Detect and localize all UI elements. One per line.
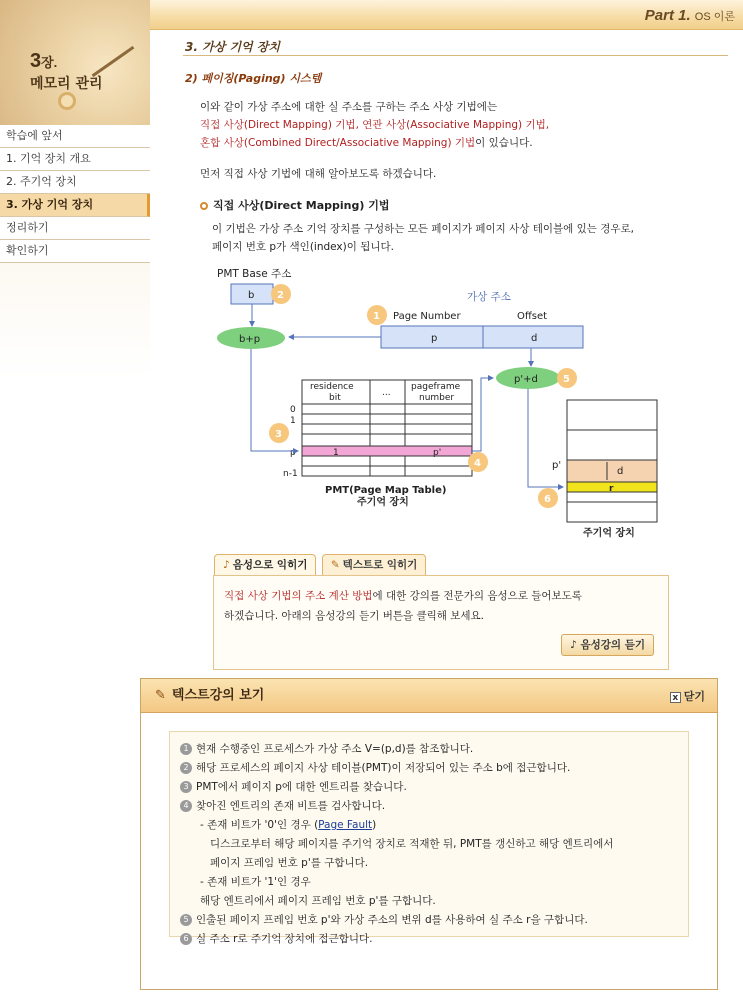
part-label [645,7,735,24]
step-5: 5 인출된 페이지 프레임 번호 p'와 가상 주소의 변위 d를 사용하여 실 주소 r을 구합니다. [180,911,678,930]
cell-residence-1: 1 [333,448,339,458]
col-bit: bit [329,393,341,403]
audio-panel-highlight: 직접 사상 기법의 주소 계산 방법 [224,590,373,602]
microphone-icon: ♪ [223,559,230,571]
row-0: 0 [290,405,296,415]
col-number: number [419,393,455,403]
row-1: 1 [290,416,296,426]
part-subtitle: OS 이론 [694,11,735,23]
chapter-banner [0,0,150,125]
step-2: 2 해당 프로세스의 페이지 사상 테이블(PMT)이 저장되어 있는 주소 b에 접근합니다. [180,759,678,778]
popup-body [169,731,689,945]
part-number: Part 1. [644,7,691,24]
row-n-1: n-1 [283,469,298,479]
top-header-bar [150,0,743,30]
tab-audio[interactable]: ♪ 음성으로 익히기 [214,554,316,576]
memory-caption: 주기억 장치 [583,528,635,539]
sidebar-nav [0,125,150,263]
pmt-caption-1: PMT(Page Map Table) [325,485,447,496]
learning-tabs [214,554,428,576]
step-4b-line-2: 해당 엔트리에서 페이지 프레임 번호 p'를 구합니다. [200,895,436,907]
step-2-label: 2 [277,290,284,301]
popup-title: 텍스트강의 보기 [171,688,265,703]
cell-p-prime: p' [433,448,442,458]
chapter-number: 3장. [30,50,58,72]
step-4b: - 존재 비트가 '1'인 경우 [200,876,311,888]
b-label: b [248,290,255,301]
sidebar [0,0,150,380]
p-label: p [431,333,438,344]
close-icon: x [670,692,681,703]
step-number-icon: 6 [180,933,192,945]
arrow-pmt-to-pd [472,378,493,451]
audio-panel-text: 직접 사상 기법의 주소 계산 방법에 대한 강의를 전문가의 음성으로 들어보도록 하겠습니다. 아래의 음성강의 듣기 버튼을 클릭해 보세요. [224,590,582,622]
microphone-icon: ♪ [570,639,581,651]
page-fault-link[interactable]: Page Fault [318,819,373,831]
step-5-label: 5 [563,374,570,385]
step-4a-line-3: 페이지 프레임 번호 p'를 구합니다. [210,857,369,869]
sidebar-item-main-memory[interactable]: 2. 주기억 장치 [0,171,150,194]
step-4: 4 찾아진 엔트리의 존재 비트를 검사합니다. [180,797,678,816]
intro-paragraph [200,98,720,152]
pmt-caption-2: 주기억 장치 [357,497,409,508]
d-label: d [531,333,538,344]
pmt-row-p [302,446,472,456]
direct-mapping-description [212,220,712,256]
subsection-title: 2) 페이징(Paging) 시스템 [185,72,322,85]
close-button[interactable]: x 닫기 [670,688,705,704]
step-number-icon: 2 [180,762,192,774]
mem-page-frame [567,460,657,482]
col-pageframe: pageframe [411,382,461,392]
audio-panel-line-2: 하겠습니다. 아래의 음성강의 듣기 버튼을 클릭해 보세요. [224,610,484,622]
sidebar-item-memory-overview[interactable]: 1. 기억 장치 개요 [0,148,150,171]
pmt-base-label: PMT Base 주소 [217,268,292,280]
target-icon [58,92,76,110]
bullet-title: 직접 사상(Direct Mapping) 기법 [200,197,389,213]
offset-label: Offset [517,311,548,322]
popup-header [141,679,717,713]
col-residence: residence [310,382,354,392]
intro-line-2: 직접 사상(Direct Mapping) 기법, 연관 사상(Associative Mapping) 기법, [200,119,550,131]
bullet-circle-icon [200,202,208,210]
step-4-label: 4 [474,458,481,469]
virtual-address-label: 가상 주소 [467,291,511,303]
sidebar-item-intro[interactable]: 학습에 앞서 [0,125,150,148]
p-prime-plus-d-label: p'+d [514,374,538,385]
tab-text[interactable]: ✎ 텍스트로 익히기 [322,554,426,576]
step-number-icon: 5 [180,914,192,926]
desc-line-2: 페이지 번호 p가 색인(index)이 됩니다. [212,241,394,253]
section-divider [183,55,728,56]
audio-tab-panel [213,575,669,670]
direct-mapping-lead: 먼저 직접 사상 기법에 대해 알아보도록 하겠습니다. [200,168,437,180]
mem-d: d [617,466,624,477]
step-number-icon: 4 [180,800,192,812]
step-3: 3 PMT에서 페이지 p에 대한 엔트리를 찾습니다. [180,778,678,797]
pencil-icon: ✎ [330,559,340,571]
section-title: 3. 가상 기억 장치 [185,40,280,54]
step-1: 1 현재 수행중인 프로세스가 가상 주소 V=(p,d)를 참조합니다. [180,740,678,759]
sidebar-item-virtual-memory[interactable]: 3. 가상 기억 장치 [0,194,150,217]
row-p: p [290,448,296,458]
sidebar-item-quiz[interactable]: 확인하기 [0,240,150,263]
step-number-icon: 3 [180,781,192,793]
direct-mapping-diagram [205,262,675,542]
col-dots: ... [382,388,391,398]
step-number-icon: 1 [180,743,192,755]
desc-line-1: 이 기법은 가상 주소 기억 장치를 구성하는 모든 페이지가 페이지 사상 테이블에 있는 경우로, [212,223,635,235]
step-3-label: 3 [275,429,282,440]
chapter-title: 메모리 관리 [30,76,103,92]
arrow-pd-to-memory [528,389,563,487]
intro-line-3: 혼합 사상(Combined Direct/Associative Mapping) 기법이 있습니다. [200,137,533,149]
step-6: 6 실 주소 r로 주기억 장치에 접근합니다. [180,930,678,949]
text-lecture-popup [140,678,718,990]
intro-line-1: 이와 같이 가상 주소에 대한 실 주소를 구하는 주소 사상 기법에는 [200,101,498,113]
b-plus-p-label: b+p [239,334,261,345]
mem-r: r [609,484,614,494]
step-4a-line-2: 디스크로부터 해당 페이지를 주기억 장치로 적재한 뒤, PMT를 갱신하고 해당 엔트리에서 [210,838,614,850]
step-1-label: 1 [373,311,380,322]
step-4a: - 존재 비트가 '0'인 경우 (Page Fault) [200,819,377,831]
mem-p-prime: p' [552,460,562,471]
sidebar-item-summary[interactable]: 정리하기 [0,217,150,240]
page-number-label: Page Number [393,311,461,322]
step-6-label: 6 [544,494,551,505]
listen-audio-button[interactable]: ♪ 음성강의 듣기 [561,634,654,656]
pencil-icon: ✎ [155,688,166,703]
